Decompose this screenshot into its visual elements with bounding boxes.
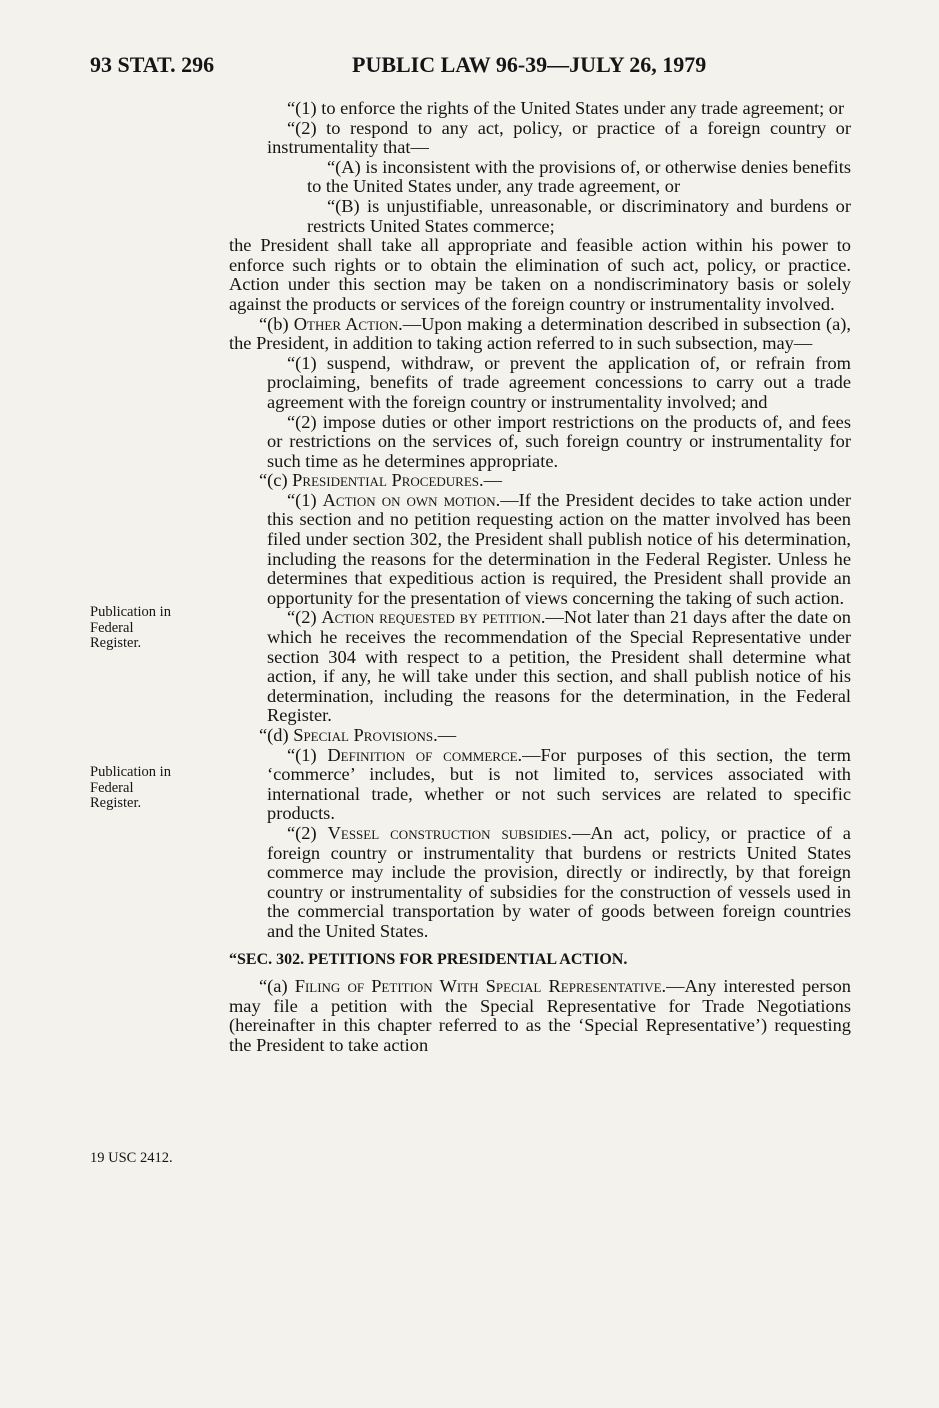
subsection-d-text: — xyxy=(437,725,457,745)
subsection-302a-heading: Filing of Petition With Special Representative. xyxy=(294,976,667,997)
paragraph-c1-open: “(1) xyxy=(287,489,323,510)
subsection-d xyxy=(229,726,851,746)
document-body xyxy=(229,99,851,1056)
subsection-b-text: —Upon making a determination described in subsection (a), the President, in addition to taking action referred to in such subsection, may— xyxy=(229,313,851,354)
paragraph-c2-open: “(2) xyxy=(287,607,322,628)
margin-note-publication-2 xyxy=(90,765,171,812)
paragraph-d1-heading: Definition of commerce. xyxy=(327,744,523,765)
subsection-b xyxy=(229,315,851,354)
subsection-b-heading: Other Action. xyxy=(293,313,403,334)
paragraph-d1 xyxy=(229,746,851,824)
paragraph-c2-heading: Action requested by petition. xyxy=(321,607,546,628)
subsection-b-open: “(b) xyxy=(259,313,294,334)
page-header xyxy=(90,52,850,88)
subsection-302a-text: —Any interested person may file a petition with the Special Representative for Trade Negotiations (hereinafter in this chapter referred to as the ‘Special Representative’) requesting the President to take action xyxy=(229,976,852,1055)
subsection-c-heading: Presidential Procedures. xyxy=(292,470,484,491)
subsection-d-open: “(d) xyxy=(259,725,294,745)
paragraph-a1: “(1) to enforce the rights of the United States under any trade agreement; or xyxy=(287,98,845,118)
paragraph-b1: “(1) suspend, withdraw, or prevent the application of, or refrain from proclaiming, benefits of trade agreement concessions to carry out a trade agreement with the foreign country or instrumentality involved; and xyxy=(267,352,851,412)
subsection-302a-open: “(a) xyxy=(259,976,295,997)
paragraph-d2-open: “(2) xyxy=(287,822,328,843)
margin-note-line: Register. xyxy=(90,635,142,651)
paragraph-a2-B: “(B) is unjustifiable, unreasonable, or discriminatory and burdens or restricts United States commerce; xyxy=(307,195,851,236)
paragraph-b2: “(2) impose duties or other import restrictions on the products of, and fees or restrictions on the services of, such foreign country or instrumentality for such time as he determines appropriate. xyxy=(267,411,851,471)
paragraph-d2-heading: Vessel construction subsidies. xyxy=(327,822,572,843)
subsection-c-open: “(c) xyxy=(259,470,293,491)
paragraph-d1-open: “(1) xyxy=(287,744,328,765)
margin-note-line: 19 USC 2412. xyxy=(90,1150,173,1166)
paragraph-president-action: the President shall take all appropriate and feasible action within his power to enforce such rights or to obtain the elimination of such act, policy, or practice. Action under this section may be taken on a nondiscriminatory basis or solely against the products or services of the foreign country or instrumentality involved. xyxy=(229,235,851,314)
paragraph-a2: “(2) to respond to any act, policy, or practice of a foreign country or instrumentality that— xyxy=(267,117,851,158)
margin-note-line: Register. xyxy=(90,795,142,811)
paragraph-c2 xyxy=(229,608,851,726)
subsection-d-heading: Special Provisions. xyxy=(293,725,438,745)
margin-note-publication-1 xyxy=(90,605,171,652)
section-gap xyxy=(229,942,851,950)
paragraph-d2-text: —An act, policy, or practice of a foreign country or instrumentality that burdens or restricts United States commerce may include the provision, directly or indirectly, by that foreign country or instrumentality of subsidies for the construction of vessels used in the commercial transportation by water of goods between foreign countries and the United States. xyxy=(267,822,851,941)
paragraph-d1-text: —For purposes of this section, the term ‘commerce’ includes, but is not limited to, services associated with international trade, whether or not such services are related to specific products. xyxy=(267,744,851,824)
paragraph-c1 xyxy=(229,491,851,609)
margin-note-line: Publication in xyxy=(90,604,171,620)
paragraph-c1-text: —If the President decides to take action under this section and no petition requesting action on the matter involved has been filed under section 302, the President shall publish notice of his determination, including the reasons for the determination in the Federal Register. Unless he determines that expeditious action is required, the President shall provide an opportunity for the presentation of views concerning the taking of such action. xyxy=(267,489,851,608)
paragraph-a2-A: “(A) is inconsistent with the provisions of, or otherwise denies benefits to the United States under, any trade agreement, or xyxy=(307,156,851,197)
paragraph-c2-text: —Not later than 21 days after the date on which he receives the recommendation of the Special Representative under section 304 with respect to a petition, the President shall determine what action, if any, he will take under this section, and shall publish notice of his determination, including the reasons for the determination, in the Federal Register. xyxy=(267,607,851,726)
margin-note-line: Publication in xyxy=(90,764,171,780)
margin-note-line: Federal xyxy=(90,779,134,796)
margin-note-line: Federal xyxy=(90,619,134,636)
subsection-c xyxy=(229,471,851,491)
statute-citation: 93 STAT. 296 xyxy=(90,52,215,77)
subsection-302a xyxy=(229,977,851,1055)
paragraph-c1-heading: Action on own motion. xyxy=(322,489,501,510)
paragraph-d2 xyxy=(229,824,851,942)
section-302-heading: “SEC. 302. PETITIONS FOR PRESIDENTIAL ACTION. xyxy=(229,950,628,968)
law-title: PUBLIC LAW 96-39—JULY 26, 1979 xyxy=(352,52,707,77)
margin-note-usc xyxy=(90,1151,173,1167)
subsection-c-text: — xyxy=(483,470,502,491)
